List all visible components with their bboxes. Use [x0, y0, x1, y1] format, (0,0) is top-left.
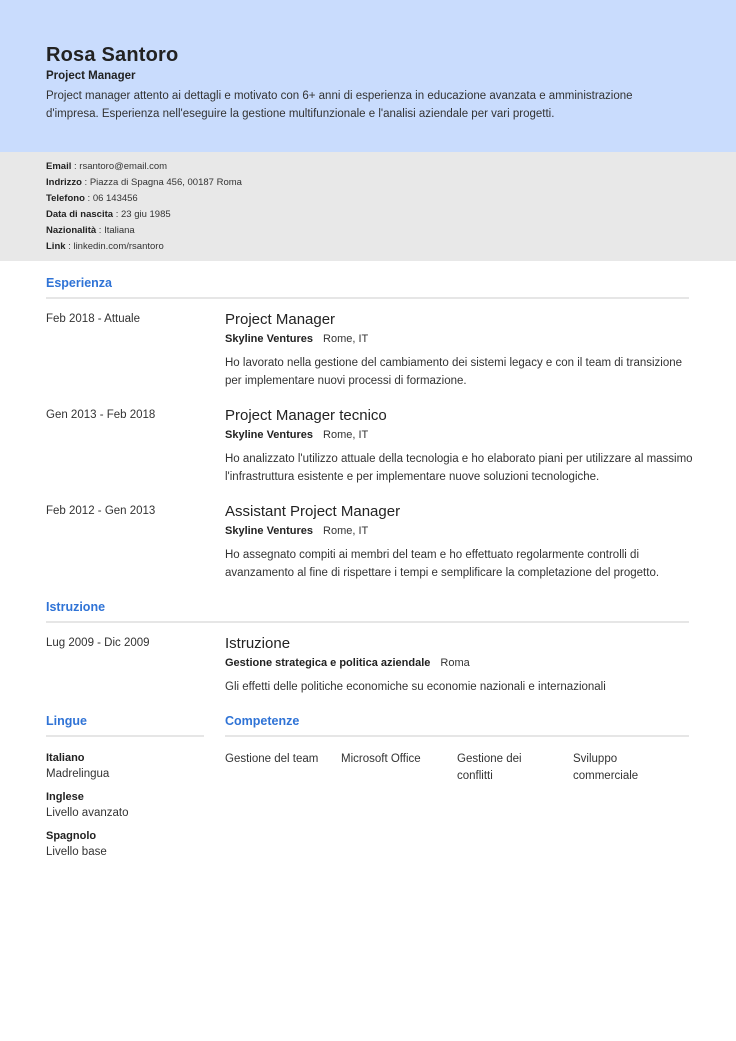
section-divider	[46, 735, 204, 737]
contact-label: Indrizzo	[46, 177, 82, 188]
education-meta	[225, 657, 470, 669]
experience-date: Gen 2013 - Feb 2018	[46, 409, 156, 421]
languages-section-title: Lingue	[46, 714, 87, 728]
education-location: Roma	[440, 657, 470, 669]
experience-meta	[225, 525, 368, 537]
experience-job-title: Assistant Project Manager	[225, 503, 401, 520]
experience-meta	[225, 429, 368, 441]
skills-section-title: Competenze	[225, 714, 300, 728]
education-section-title: Istruzione	[46, 600, 106, 614]
experience-date: Feb 2012 - Gen 2013	[46, 505, 156, 517]
skill-item: Gestione del team	[225, 753, 319, 765]
experience-location: Rome, IT	[323, 429, 369, 441]
experience-organization: Skyline Ventures	[225, 525, 314, 537]
contact-list	[46, 159, 242, 255]
experience-job-title: Project Manager	[225, 311, 336, 328]
language-level: Livello avanzato	[46, 807, 129, 819]
contact-separator: :	[81, 177, 90, 188]
experience-description: Ho lavorato nella gestione del cambiamento dei sistemi legacy e con il team di transizione per implementare nuovi processi di formazione.	[225, 357, 683, 387]
education-program: Gestione strategica e politica aziendale	[225, 657, 431, 669]
experience-meta	[225, 333, 368, 345]
skill-item: Sviluppo commerciale	[573, 753, 639, 782]
contact-label: Email	[46, 161, 72, 172]
experience-location: Rome, IT	[323, 525, 369, 537]
contact-separator: :	[113, 209, 121, 220]
contact-nationality	[46, 223, 242, 239]
experience-description: Ho analizzato l'utilizzo attuale della tecnologia e ho elaborato piani per utilizzare al massimo l'infrastruttura esistente e per implementare nuove soluzioni tecnologiche.	[225, 453, 693, 483]
education-title: Istruzione	[225, 635, 291, 652]
contact-birthdate	[46, 207, 242, 223]
contact-address	[46, 175, 242, 191]
contact-label: Data di nascita	[46, 209, 114, 220]
contact-value: 06 143456	[92, 193, 138, 204]
contact-separator: :	[96, 225, 105, 236]
experience-organization: Skyline Ventures	[225, 429, 314, 441]
language-name: Inglese	[46, 791, 84, 803]
education-description: Gli effetti delle politiche economiche su economie nazionali e internazionali	[225, 681, 606, 693]
section-divider	[46, 621, 689, 623]
language-level: Madrelingua	[46, 768, 110, 780]
profile-summary: Project manager attento ai dettagli e motivato con 6+ anni di esperienza in educazione avanzata e amministrazione d'impresa. Esperienza nell'eseguire la gestione multifunzionale e l'analisi aziendale per vari progetti.	[46, 90, 633, 120]
contact-info-block	[0, 152, 736, 261]
resume-header	[0, 0, 736, 152]
contact-value: 23 giu 1985	[120, 209, 171, 220]
contact-value: Italiana	[104, 225, 135, 236]
experience-section-title: Esperienza	[46, 276, 113, 290]
language-name: Spagnolo	[46, 830, 97, 842]
contact-value: linkedin.com/rsantoro	[73, 241, 164, 252]
contact-value: rsantoro@email.com	[79, 161, 168, 172]
contact-value: Piazza di Spagna 456, 00187 Roma	[89, 177, 242, 188]
experience-organization: Skyline Ventures	[225, 333, 314, 345]
experience-date: Feb 2018 - Attuale	[46, 313, 140, 325]
language-level: Livello base	[46, 846, 107, 858]
section-divider	[46, 297, 689, 299]
contact-email	[46, 159, 242, 175]
section-divider	[225, 735, 689, 737]
experience-job-title: Project Manager tecnico	[225, 407, 387, 424]
language-name: Italiano	[46, 752, 85, 764]
contact-label: Link	[46, 241, 66, 252]
skill-item: Gestione dei conflitti	[457, 753, 522, 782]
contact-link	[46, 239, 242, 255]
candidate-name: Rosa Santoro	[46, 44, 179, 66]
experience-location: Rome, IT	[323, 333, 369, 345]
contact-separator: :	[65, 241, 74, 252]
experience-description: Ho assegnato compiti ai membri del team e ho effettuato regolarmente controlli di avanzamento al fine di rispettare i tempi e semplificare la completazione del progetto.	[225, 549, 660, 579]
contact-label: Nazionalità	[46, 225, 97, 236]
candidate-role: Project Manager	[46, 70, 136, 82]
education-date: Lug 2009 - Dic 2009	[46, 637, 150, 649]
contact-phone	[46, 191, 242, 207]
skill-item: Microsoft Office	[341, 753, 421, 765]
contact-separator: :	[84, 193, 93, 204]
contact-separator: :	[71, 161, 80, 172]
contact-label: Telefono	[46, 193, 85, 204]
